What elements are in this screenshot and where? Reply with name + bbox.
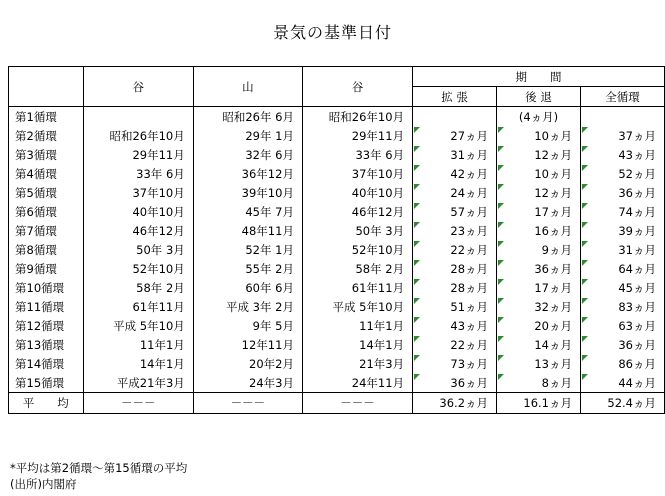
- table-row: [9, 107, 665, 127]
- footnote-average: *平均は第2循環～第15循環の平均: [10, 461, 188, 475]
- full-cycle-months-text: 63ヵ月: [618, 318, 656, 333]
- header-period: 期 間: [413, 67, 665, 87]
- recession-months: [497, 221, 581, 240]
- recession-months: [497, 164, 581, 183]
- cycle-name: 第4循環: [9, 164, 84, 183]
- trough-date: 40年10月: [83, 202, 193, 221]
- full-cycle-months: [580, 126, 664, 145]
- expansion-months: [413, 259, 497, 278]
- trough-date: 37年10月: [83, 183, 193, 202]
- trough-date: [83, 107, 193, 127]
- peak-date: 48年11月: [193, 221, 302, 240]
- peak-date: 12年11月: [193, 335, 302, 354]
- full-cycle-months: [580, 164, 664, 183]
- full-cycle-months-text: 43ヵ月: [618, 147, 656, 162]
- expansion-months: [413, 164, 497, 183]
- cell-marker-icon: [582, 355, 588, 361]
- cell-marker-icon: [582, 203, 588, 209]
- trough-date: 昭和26年10月: [83, 126, 193, 145]
- cycle-name: 第14循環: [9, 354, 84, 373]
- recession-months-text: 16ヵ月: [534, 223, 572, 238]
- trough2-date: 14年1月: [302, 335, 412, 354]
- table-row: [9, 278, 665, 297]
- table-row: [9, 373, 665, 393]
- expansion-months-text: 31ヵ月: [450, 147, 489, 162]
- average-row: [9, 393, 665, 414]
- recession-months-text: 17ヵ月: [534, 280, 572, 295]
- expansion-months: [413, 202, 497, 221]
- expansion-months-text: 51ヵ月: [450, 299, 489, 314]
- expansion-months: [413, 126, 497, 145]
- table-row: [9, 221, 665, 240]
- average-trough: －－－: [83, 393, 193, 414]
- trough2-date: 33年 6月: [302, 145, 412, 164]
- average-expansion: 36.2ヵ月: [413, 393, 497, 414]
- full-cycle-months: [580, 107, 664, 127]
- recession-months: [497, 335, 581, 354]
- recession-months: [497, 354, 581, 373]
- cell-marker-icon: [498, 165, 504, 171]
- cell-marker-icon: [498, 355, 504, 361]
- expansion-months-text: 28ヵ月: [450, 280, 489, 295]
- header-expansion: 拡 張: [413, 87, 497, 107]
- recession-months-text: 9ヵ月: [541, 242, 572, 257]
- cycle-name: 第1循環: [9, 107, 84, 127]
- recession-months: [497, 202, 581, 221]
- cell-marker-icon: [498, 222, 504, 228]
- expansion-months-text: 27ヵ月: [450, 128, 489, 143]
- trough-date: 46年12月: [83, 221, 193, 240]
- cell-marker-icon: [414, 165, 420, 171]
- cycle-name: 第9循環: [9, 259, 84, 278]
- full-cycle-months-text: 36ヵ月: [618, 337, 656, 352]
- trough-date: 14年1月: [83, 354, 193, 373]
- cell-marker-icon: [582, 374, 588, 380]
- recession-months: (4ヵ月): [497, 107, 581, 127]
- full-cycle-months-text: 83ヵ月: [618, 299, 656, 314]
- cell-marker-icon: [582, 279, 588, 285]
- recession-months: [497, 297, 581, 316]
- cycle-name: 第2循環: [9, 126, 84, 145]
- cell-marker-icon: [414, 260, 420, 266]
- full-cycle-months-text: 39ヵ月: [618, 223, 656, 238]
- expansion-months: [413, 183, 497, 202]
- expansion-months: [413, 335, 497, 354]
- trough2-date: 37年10月: [302, 164, 412, 183]
- peak-date: 29年 1月: [193, 126, 302, 145]
- trough-date: 平成 5年10月: [83, 316, 193, 335]
- expansion-months: [413, 240, 497, 259]
- business-cycle-table: [8, 66, 665, 414]
- cycle-name: 第6循環: [9, 202, 84, 221]
- full-cycle-months: [580, 202, 664, 221]
- full-cycle-months-text: 44ヵ月: [618, 375, 656, 390]
- cell-marker-icon: [498, 279, 504, 285]
- recession-months-text: 32ヵ月: [534, 299, 572, 314]
- recession-months: [497, 373, 581, 393]
- full-cycle-months-text: 74ヵ月: [618, 204, 656, 219]
- expansion-months-text: 42ヵ月: [450, 166, 489, 181]
- expansion-months-text: 24ヵ月: [450, 185, 489, 200]
- cell-marker-icon: [582, 222, 588, 228]
- recession-months: [497, 316, 581, 335]
- table-row: [9, 316, 665, 335]
- cell-marker-icon: [414, 374, 420, 380]
- expansion-months: [413, 107, 497, 127]
- full-cycle-months: [580, 278, 664, 297]
- peak-date: 24年3月: [193, 373, 302, 393]
- cell-marker-icon: [582, 260, 588, 266]
- recession-months: [497, 240, 581, 259]
- recession-months-text: 36ヵ月: [534, 261, 572, 276]
- recession-months: [497, 278, 581, 297]
- peak-date: 39年10月: [193, 183, 302, 202]
- cell-marker-icon: [498, 336, 504, 342]
- trough2-date: 58年 2月: [302, 259, 412, 278]
- average-peak: －－－: [193, 393, 302, 414]
- trough2-date: 21年3月: [302, 354, 412, 373]
- trough-date: 平成21年3月: [83, 373, 193, 393]
- recession-months: [497, 145, 581, 164]
- cell-marker-icon: [414, 203, 420, 209]
- full-cycle-months-text: 37ヵ月: [618, 128, 656, 143]
- cell-marker-icon: [414, 279, 420, 285]
- full-cycle-months: [580, 259, 664, 278]
- cell-marker-icon: [414, 317, 420, 323]
- recession-months-text: 8ヵ月: [541, 375, 572, 390]
- cycle-name: 第15循環: [9, 373, 84, 393]
- full-cycle-months: [580, 297, 664, 316]
- expansion-months: [413, 373, 497, 393]
- recession-months: [497, 183, 581, 202]
- cycle-name: 第12循環: [9, 316, 84, 335]
- table-row: [9, 164, 665, 183]
- trough2-date: 11年1月: [302, 316, 412, 335]
- table-row: [9, 259, 665, 278]
- cell-marker-icon: [414, 241, 420, 247]
- header-cycle-blank: [9, 67, 84, 107]
- cell-marker-icon: [414, 298, 420, 304]
- cell-marker-icon: [582, 298, 588, 304]
- expansion-months: [413, 354, 497, 373]
- cell-marker-icon: [498, 298, 504, 304]
- peak-date: 昭和26年 6月: [193, 107, 302, 127]
- trough2-date: 52年10月: [302, 240, 412, 259]
- trough2-date: 50年 3月: [302, 221, 412, 240]
- full-cycle-months-text: 36ヵ月: [618, 185, 656, 200]
- table-row: [9, 335, 665, 354]
- cell-marker-icon: [414, 222, 420, 228]
- cycle-name: 第8循環: [9, 240, 84, 259]
- peak-date: 55年 2月: [193, 259, 302, 278]
- table-row: [9, 145, 665, 164]
- expansion-months-text: 23ヵ月: [450, 223, 489, 238]
- header-recession: 後 退: [497, 87, 581, 107]
- peak-date: 52年 1月: [193, 240, 302, 259]
- cell-marker-icon: [414, 127, 420, 133]
- peak-date: 60年 6月: [193, 278, 302, 297]
- footnotes: [10, 460, 187, 492]
- recession-months: [497, 126, 581, 145]
- trough2-date: 平成 5年10月: [302, 297, 412, 316]
- trough-date: 33年 6月: [83, 164, 193, 183]
- expansion-months-text: 43ヵ月: [450, 318, 489, 333]
- peak-date: 20年2月: [193, 354, 302, 373]
- cycle-name: 第13循環: [9, 335, 84, 354]
- expansion-months-text: 22ヵ月: [450, 242, 489, 257]
- trough2-date: 29年11月: [302, 126, 412, 145]
- expansion-months-text: 22ヵ月: [450, 337, 489, 352]
- average-trough2: －－－: [302, 393, 412, 414]
- cell-marker-icon: [498, 260, 504, 266]
- full-cycle-months: [580, 335, 664, 354]
- cycle-name: 第7循環: [9, 221, 84, 240]
- recession-months-text: 10ヵ月: [534, 128, 572, 143]
- full-cycle-months-text: 52ヵ月: [618, 166, 656, 181]
- trough-date: 50年 3月: [83, 240, 193, 259]
- cell-marker-icon: [582, 241, 588, 247]
- recession-months-text: 12ヵ月: [534, 147, 572, 162]
- full-cycle-months-text: 64ヵ月: [618, 261, 656, 276]
- cell-marker-icon: [498, 146, 504, 152]
- trough-date: 61年11月: [83, 297, 193, 316]
- trough-date: 11年1月: [83, 335, 193, 354]
- header-trough: 谷: [83, 67, 193, 107]
- table-row: [9, 183, 665, 202]
- cell-marker-icon: [582, 146, 588, 152]
- cell-marker-icon: [498, 241, 504, 247]
- cell-marker-icon: [582, 336, 588, 342]
- cell-marker-icon: [582, 127, 588, 133]
- header-peak: 山: [193, 67, 302, 107]
- cycle-name: 第10循環: [9, 278, 84, 297]
- full-cycle-months: [580, 316, 664, 335]
- average-recession: 16.1ヵ月: [497, 393, 581, 414]
- peak-date: 36年12月: [193, 164, 302, 183]
- cell-marker-icon: [498, 317, 504, 323]
- trough-date: 58年 2月: [83, 278, 193, 297]
- recession-months: [497, 259, 581, 278]
- footnote-source: (出所)内閣府: [10, 477, 77, 491]
- full-cycle-months-text: 31ヵ月: [618, 242, 656, 257]
- full-cycle-months: [580, 240, 664, 259]
- expansion-months: [413, 316, 497, 335]
- expansion-months-text: 28ヵ月: [450, 261, 489, 276]
- average-full-cycle: 52.4ヵ月: [580, 393, 664, 414]
- trough-date: 52年10月: [83, 259, 193, 278]
- trough2-date: 61年11月: [302, 278, 412, 297]
- peak-date: 45年 7月: [193, 202, 302, 221]
- table-row: [9, 126, 665, 145]
- cell-marker-icon: [498, 374, 504, 380]
- recession-months-text: 17ヵ月: [534, 204, 572, 219]
- full-cycle-months: [580, 145, 664, 164]
- recession-months-text: 14ヵ月: [534, 337, 572, 352]
- cell-marker-icon: [582, 165, 588, 171]
- table-body: [9, 107, 665, 393]
- cell-marker-icon: [414, 336, 420, 342]
- cell-marker-icon: [498, 127, 504, 133]
- peak-date: 9年 5月: [193, 316, 302, 335]
- cycle-name: 第11循環: [9, 297, 84, 316]
- peak-date: 32年 6月: [193, 145, 302, 164]
- table-row: [9, 202, 665, 221]
- expansion-months-text: 36ヵ月: [450, 375, 489, 390]
- header-full-cycle: 全循環: [580, 87, 664, 107]
- page-title: 景気の基準日付: [272, 23, 392, 42]
- peak-date: 平成 3年 2月: [193, 297, 302, 316]
- expansion-months: [413, 221, 497, 240]
- recession-months-text: 13ヵ月: [534, 356, 572, 371]
- full-cycle-months: [580, 183, 664, 202]
- expansion-months: [413, 297, 497, 316]
- expansion-months: [413, 145, 497, 164]
- cell-marker-icon: [582, 317, 588, 323]
- cell-marker-icon: [414, 146, 420, 152]
- cell-marker-icon: [498, 184, 504, 190]
- table-row: [9, 297, 665, 316]
- cell-marker-icon: [582, 184, 588, 190]
- trough2-date: 24年11月: [302, 373, 412, 393]
- cycle-name: 第5循環: [9, 183, 84, 202]
- cell-marker-icon: [414, 184, 420, 190]
- recession-months-text: 20ヵ月: [534, 318, 572, 333]
- trough2-date: 46年12月: [302, 202, 412, 221]
- expansion-months: [413, 278, 497, 297]
- expansion-months-text: 57ヵ月: [450, 204, 489, 219]
- cell-marker-icon: [498, 203, 504, 209]
- trough2-date: 40年10月: [302, 183, 412, 202]
- full-cycle-months: [580, 221, 664, 240]
- cycle-name: 第3循環: [9, 145, 84, 164]
- expansion-months-text: 73ヵ月: [450, 356, 489, 371]
- average-label: 平 均: [9, 393, 84, 414]
- trough2-date: 昭和26年10月: [302, 107, 412, 127]
- recession-months-text: 10ヵ月: [534, 166, 572, 181]
- full-cycle-months: [580, 354, 664, 373]
- header-trough2: 谷: [302, 67, 412, 107]
- full-cycle-months-text: 86ヵ月: [618, 356, 656, 371]
- table-row: [9, 240, 665, 259]
- trough-date: 29年11月: [83, 145, 193, 164]
- cell-marker-icon: [414, 355, 420, 361]
- full-cycle-months-text: 45ヵ月: [618, 280, 656, 295]
- table-row: [9, 354, 665, 373]
- recession-months-text: 12ヵ月: [534, 185, 572, 200]
- full-cycle-months: [580, 373, 664, 393]
